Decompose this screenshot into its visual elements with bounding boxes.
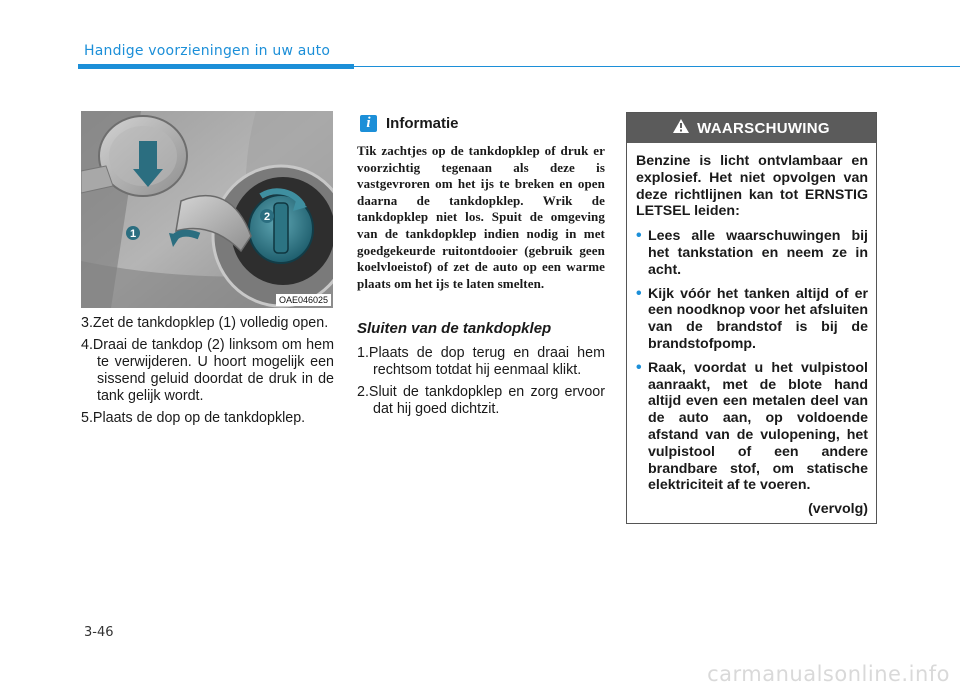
bullet-dot-icon: • (636, 284, 642, 302)
header-rule-thin (354, 66, 960, 67)
step-item: 4.Draai de tankdop (2) linksom om hem te verwijderen. U hoort mogelijk een sissend geluid doordat de druk in de tank gelijk wordt. (81, 337, 334, 404)
warning-triangle-icon (673, 119, 689, 137)
warning-box (626, 112, 877, 524)
warning-body (627, 143, 876, 518)
step-item: 3.Zet de tankdopklep (1) volledig open. (81, 315, 329, 331)
warning-bullet (636, 286, 868, 353)
warning-header (627, 113, 876, 143)
warning-intro: Benzine is licht ontvlambaar en explosief. Het niet opvolgen van deze richtlijnen kan tot ERNSTIG LETSEL leiden: (636, 153, 868, 220)
warning-bullet (636, 360, 868, 494)
warning-bullet-text: Lees alle waarschuwingen bij het tankstation en neem ze in acht. (648, 228, 868, 278)
warning-bullet (636, 228, 868, 278)
bullet-dot-icon: • (636, 358, 642, 376)
opening-steps-list (81, 315, 334, 432)
fuel-cap-illustration (81, 111, 333, 308)
watermark-text: carmanualsonline.info (707, 662, 950, 686)
info-column (357, 112, 605, 423)
warning-bullet-text: Raak, voordat u het vulpistool aanraakt, met de blote hand altijd even een metalen deel van de auto aan, op voldoende afstand van de vulopening, het vulpistool of een andere brandbare stof, om statische elektriciteit af te voeren. (648, 359, 868, 494)
step-item: 1.Plaats de dop terug en draai hem rechtsom totdat hij eenmaal klikt. (357, 345, 605, 379)
bullet-dot-icon: • (636, 227, 642, 245)
header-rule-thick (78, 64, 354, 69)
section-header-title: Handige voorzieningen in uw auto (84, 43, 331, 59)
fuel-door-drawing (81, 111, 333, 308)
closing-steps-list (357, 345, 605, 418)
info-title: Informatie (386, 114, 459, 132)
callout-1-label: 1 (129, 228, 137, 240)
info-heading (357, 112, 605, 134)
step-item: 5.Plaats de dop op de tankdopklep. (81, 410, 306, 426)
closing-section-title: Sluiten van de tankdopklep (357, 320, 552, 338)
callout-2-label: 2 (263, 211, 271, 223)
figure-code-label: OAE046025 (276, 294, 331, 306)
warning-header-label: WAARSCHUWING (697, 119, 830, 137)
page-number: 3-46 (84, 625, 114, 640)
info-body-text: Tik zachtjes op de tankdopklep of druk er voorzichtig tegenaan als deze is vastgevroren om het ijs te breken en open daarna de tankdopklep. Wrik de tankdopklep niet los. Spuit de omgeving van de tankdopklep indien nodig in met goedgekeurde ruitontdooier (gebruik geen koelvloeistof) of zet de auto op een warme plaats om het ijs te laten smelten. (357, 143, 605, 291)
step-item: 2.Sluit de tankdopklep en zorg ervoor dat hij goed dichtzit. (357, 384, 605, 418)
warning-bullet-text: Kijk vóór het tanken altijd of er een noodknop voor het afsluiten van de brandstof is bij de brandstofpomp. (648, 285, 868, 352)
info-icon: i (360, 115, 377, 132)
continued-note: (vervolg) (808, 501, 868, 518)
